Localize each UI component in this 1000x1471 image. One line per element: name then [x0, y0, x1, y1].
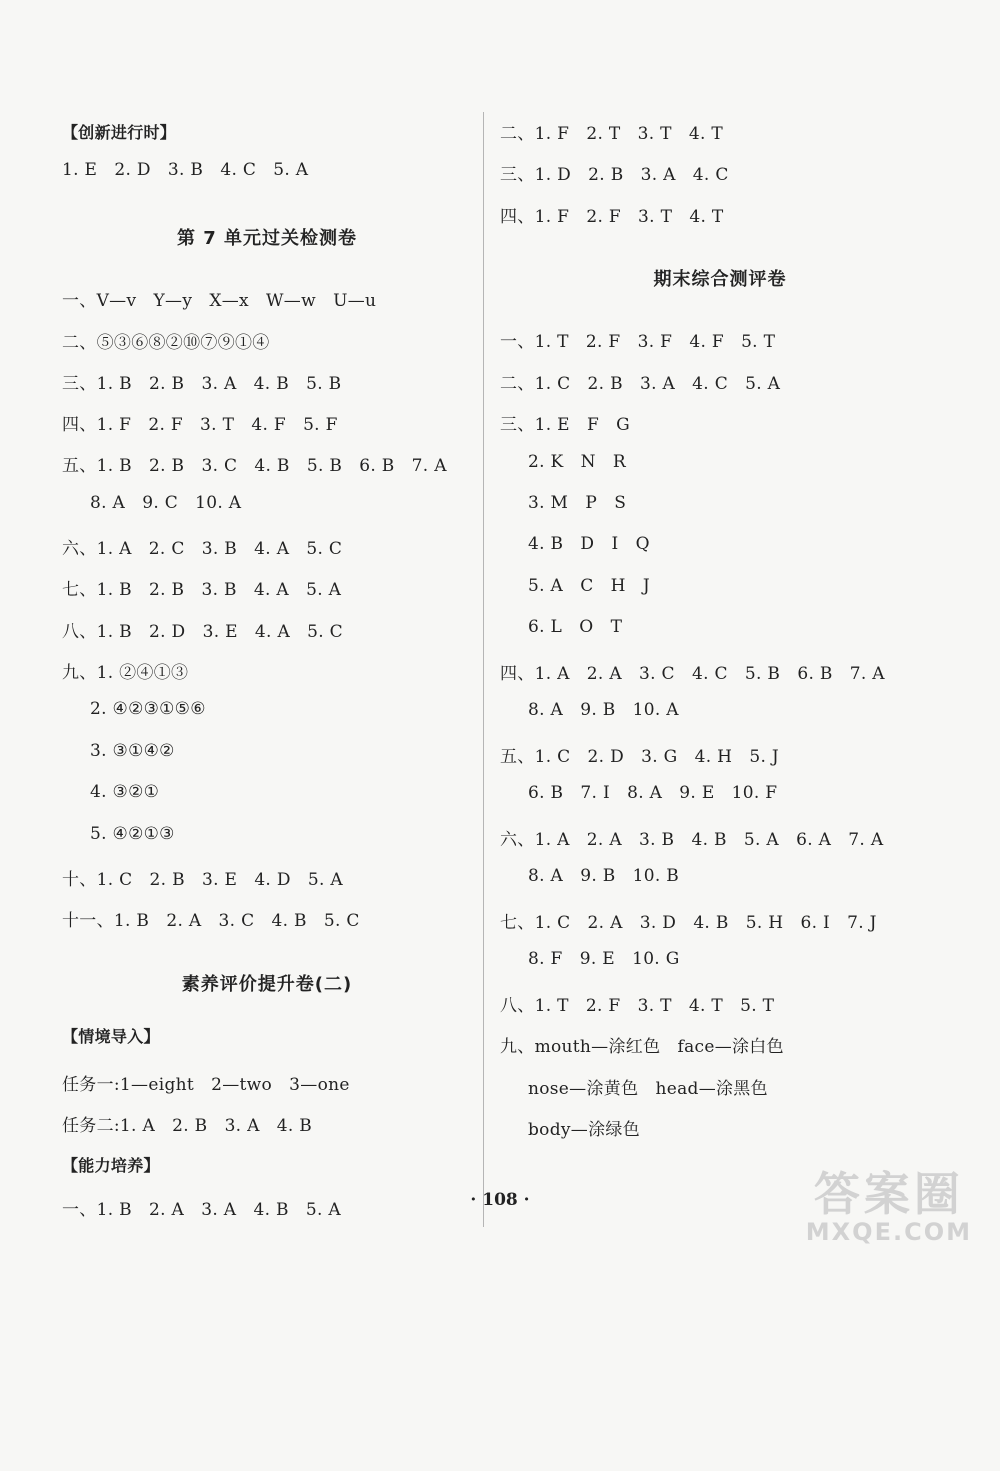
final-line-18: 九、mouth—涂红色 face—涂白色 [500, 1037, 784, 1057]
innovation-answers: 1. E 2. D 3. B 4. C 5. A [62, 160, 309, 180]
task1-line: 任务一:1—eight 2—two 3—one [62, 1075, 350, 1095]
unit7-line-4: 四、1. F 2. F 3. T 4. F 5. F [62, 415, 338, 435]
final-line-11: 五、1. C 2. D 3. G 4. H 5. J [500, 747, 780, 767]
final-line-10: 8. A 9. B 10. A [528, 700, 679, 720]
quality-title: 素养评价提升卷(二) [181, 974, 353, 995]
unit7-line-14: 5. ④②①③ [90, 824, 175, 844]
column-divider [483, 112, 484, 1227]
final-title: 期末综合测评卷 [653, 269, 787, 290]
final-line-16: 8. F 9. E 10. G [528, 949, 680, 969]
final-line-17: 八、1. T 2. F 3. T 4. T 5. T [500, 996, 775, 1016]
unit7-line-3: 三、1. B 2. B 3. A 4. B 5. B [62, 374, 342, 394]
unit7-line-13: 4. ③②① [90, 782, 160, 802]
unit7-line-8: 七、1. B 2. B 3. B 4. A 5. A [62, 580, 342, 600]
unit7-line-9: 八、1. B 2. D 3. E 4. A 5. C [62, 622, 343, 642]
final-line-3: 三、1. E F G [500, 415, 631, 435]
watermark-main: 答案圈 [813, 1167, 964, 1221]
unit7-title: 第 7 单元过关检测卷 [176, 228, 358, 249]
final-line-8: 6. L O T [528, 617, 623, 637]
ability-header: 【能力培养】 [62, 1156, 160, 1175]
right-top-line-3: 四、1. F 2. F 3. T 4. T [500, 207, 724, 227]
page-number: · 108 · [470, 1190, 530, 1210]
final-line-9: 四、1. A 2. A 3. C 4. C 5. B 6. B 7. A [500, 664, 885, 684]
right-top-line-1: 二、1. F 2. T 3. T 4. T [500, 124, 724, 144]
situation-header: 【情境导入】 [62, 1027, 160, 1046]
unit7-line-12: 3. ③①④② [90, 741, 175, 761]
unit7-line-15: 十、1. C 2. B 3. E 4. D 5. A [62, 870, 343, 890]
final-line-5: 3. M P S [528, 493, 627, 513]
final-line-6: 4. B D I Q [528, 534, 650, 554]
final-line-13: 六、1. A 2. A 3. B 4. B 5. A 6. A 7. A [500, 830, 884, 850]
innovation-header: 【创新进行时】 [62, 123, 177, 142]
unit7-line-6: 8. A 9. C 10. A [90, 493, 242, 513]
unit7-line-5: 五、1. B 2. B 3. C 4. B 5. B 6. B 7. A [62, 456, 447, 476]
watermark-logo [806, 1158, 972, 1246]
final-line-2: 二、1. C 2. B 3. A 4. C 5. A [500, 374, 781, 394]
final-line-19: nose—涂黄色 head—涂黑色 [528, 1079, 768, 1099]
final-line-4: 2. K N R [528, 452, 627, 472]
final-line-1: 一、1. T 2. F 3. F 4. F 5. T [500, 332, 776, 352]
ability-line: 一、1. B 2. A 3. A 4. B 5. A [62, 1200, 341, 1220]
unit7-line-10: 九、1. ②④①③ [62, 663, 189, 683]
unit7-line-16: 十一、1. B 2. A 3. C 4. B 5. C [62, 911, 360, 931]
final-line-12: 6. B 7. I 8. A 9. E 10. F [528, 783, 778, 803]
unit7-line-2: 二、⑤③⑥⑧②⑩⑦⑨①④ [62, 333, 270, 353]
final-line-14: 8. A 9. B 10. B [528, 866, 680, 886]
final-line-20: body—涂绿色 [528, 1120, 641, 1140]
final-line-7: 5. A C H J [528, 576, 650, 596]
task2-line: 任务二:1. A 2. B 3. A 4. B [62, 1116, 313, 1136]
unit7-line-11: 2. ④②③①⑤⑥ [90, 699, 206, 719]
final-line-15: 七、1. C 2. A 3. D 4. B 5. H 6. I 7. J [500, 913, 877, 933]
unit7-line-7: 六、1. A 2. C 3. B 4. A 5. C [62, 539, 343, 559]
right-top-line-2: 三、1. D 2. B 3. A 4. C [500, 165, 729, 185]
unit7-line-1: 一、V—v Y—y X—x W—w U—u [62, 291, 377, 311]
watermark-sub: MXQE.COM [805, 1218, 972, 1246]
